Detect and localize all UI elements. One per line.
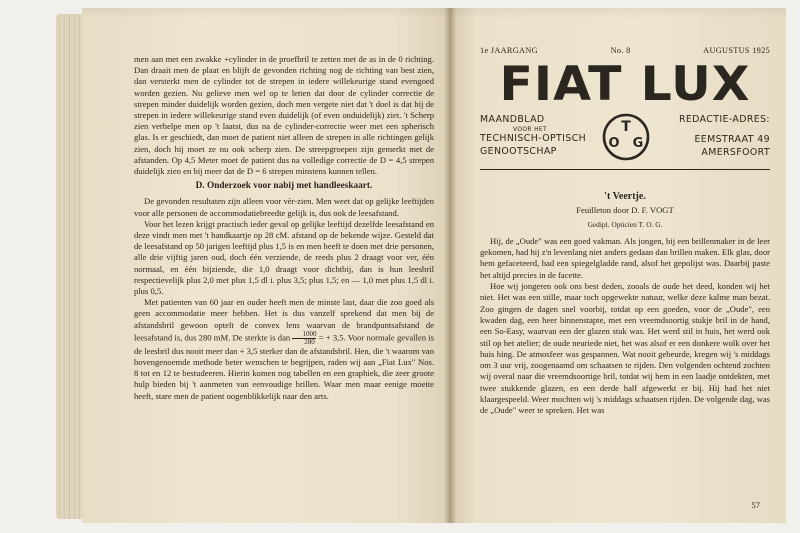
left-paragraph-2: De gevonden resultaten zijn alleen voor vèr-zien. Men weet dat op gelijke leeftijden voor alle personen de accommodatiebreedte gelijk is, dus ook de leesafstand.	[134, 196, 434, 218]
book-gutter	[444, 8, 456, 523]
address-line-3: AMERSFOORT	[701, 147, 770, 158]
left-page	[82, 8, 450, 523]
fraction-numerator: 1000	[292, 331, 316, 339]
logo-letter-o: O	[608, 136, 620, 151]
section-heading: D. Onderzoek voor nabij met handleeskaart.	[195, 181, 373, 192]
right-page	[450, 8, 786, 523]
left-page-text	[134, 54, 434, 402]
page-number: 57	[751, 500, 760, 510]
address-block	[652, 113, 770, 159]
article-paragraph-1: Hij, de „Oude" was een goed vakman. Als jongen, bij een brillenmaker in de leer gekomen, had hij z'n levenlang niet anders gedaan dan brillen maken. Elk glas, door hem gefaceteerd, had een spiegelgladde rand, alsof het gepolijst was. Daarbij paste het altijd precies in de facette.	[480, 235, 770, 280]
article-title: 't Veertje.	[604, 191, 646, 202]
left-paragraph-4	[134, 297, 434, 402]
issue-info	[480, 46, 770, 55]
magazine-title: FIAT LUX	[499, 57, 751, 112]
article-paragraph-2: Hoe wij jongeren ook ons best deden, zooals de oude het deed, konden wij het niet. Het was een stille, maar toch opgewekte natuur, welke deze kalme man bezat. Zoo gingen de dagen snel voorbij, totdat op een goeden, voor de „Oude", een kwaden dag, een heer binnenstapte, met een vreemdsoortig stukje bril in de hand, een So-Easy, waarvan een der glazen stuk was. Het werd stil in huis, het werd ook stil op het atelier; de oude neuriede niet, het was alsof er een donkere wolk over het huis hing. De atmosfeer was gespannen. Wat nooit gebeurde, kregen wij 's middags om 3 uur vrij, zoogenaamd om schaatsen te rijden. Den volgenden ochtend zochten wij overal naar die vreemdsoortige bril, totdat wij hem in een laadje ontdekten, met twee stukkende glazen, en een derde half afgewerkt er bij. Hij had het niet klaargespeeld. Weer mochten wij 's middags schaatsen rijden. De volgende dag, was de „Oude" weer te spreken. Het was	[480, 281, 770, 416]
left-paragraph-3: Voor het lezen krijgt practisch ieder geval op gelijke leeftijd dezelfde leesafstand en deze vindt men met 't handkaartje op 28 cM. afstand op de bekende wijze. Gesteld dat de leesafstand op 50 jarigen leeftijd plus 1,5 is en men heeft te doen met drie personen, alle drie vijftig jaren oud, doch één verziende, de reeds plus 2 draagt voor ver, één normaal, en één bijziende, die 1,0 draagt voor dichtbij, dan is hun leesbril respectievelijk plus 2,0 met plus 1,5 dl i. plus 3,5; plus 1,5; en — 1,0 met plus 1,5 dl i. plus 0,5.	[134, 218, 434, 297]
left-paragraph-4a: Met patienten van 60 jaar en ouder heeft men de minste last, daar die zoo goed als geen accommodatie meer hebben. Het is dus vanzelf sprekend dat men bij de afstandsbril gewoon optelt de convex lens waarvan de brandpuntsafstand de leesafstand is, dus 280 mM. De sterkte is dan	[134, 297, 434, 343]
tog-logo	[600, 111, 652, 163]
open-book	[56, 8, 768, 523]
issue-date: AUGUSTUS 1925	[703, 46, 770, 55]
left-paragraph-1: men aan met een zwakke +cylinder in de proefbril te zetten met de as in de 0 richting. Dan draait men de plaat en blijft de gevonden richting nog de richting van best zien, dan versterkt men de cylinder tot de strepen in iedere willekeurige stand evengoed worden gezien. Nu gelieve men wel op te letten dat door de cylinder correctie de strepen minder duidelijk worden gezien, doch men vergete niet dat 't doel is dat hij de strepen in iedere willekeurige stand even duidelijk (of even onduidelijk) ziet. 't Scherp zien verhelpe men op 't laatst, dus na de cylinder-correctie weer met een spherisch glas. Is er geschiedt, dan moet de patient niet alleen de strepen in alle richtingen gelijk zien, doch hij moet ze nu ook scherp zien. De streepgroepen zijn gemerkt met de afstanden. Op 4,5 Meter moet de patient dus na volledige correctie de D = 4,5 strepen duidelijk zien en bij meer dat de D = 6 strepen minstens kunnen tellen.	[134, 54, 434, 177]
publisher-small: VOOR HET	[513, 126, 547, 133]
issue-number: No. 8	[610, 46, 631, 55]
fraction-denominator: 280	[304, 337, 315, 346]
article-byline: Feuilleton door D. F. VOGT	[576, 205, 674, 216]
masthead-subtitle	[480, 113, 770, 167]
address-line-1: REDACTIE-ADRES:	[678, 114, 770, 125]
publisher-block	[480, 113, 592, 158]
fraction	[292, 331, 316, 346]
article-byline-credential: Gedipl. Opticien T. O. G.	[587, 219, 663, 229]
publisher-line-1: MAANDBLAD	[480, 114, 545, 125]
publisher-line-2: TECHNISCH-OPTISCH	[480, 133, 587, 144]
logo-letter-t: T	[621, 119, 631, 135]
masthead-rule	[480, 169, 770, 170]
address-line-2: EEMSTRAAT 49	[694, 134, 770, 145]
logo-letter-g: G	[632, 136, 644, 151]
article	[480, 191, 770, 417]
masthead	[480, 46, 770, 170]
publisher-line-3: GENOOTSCHAP	[480, 146, 557, 157]
left-paragraph-4b: = + 3,5. Voor normale gevallen is de leesbril dus nooit meer dan + 3,5 sterker dan de afstandsbril. Hen, die 't waarom van bovengenoemde methode beter wenschen te begrijpen, raden wij aan „Fiat Lux" Nos. 8 tot en 12 te bestudeeren. Hierin komen nog tabellen en een graphiek, die zeer groote hulp bieden bij 't aanmeten van eenvoudige brillen. Waar men maar eenige moeite heeft, stare men de patient oogenblikkelijk naar den arts.	[134, 332, 435, 401]
volume: 1e JAARGANG	[480, 46, 538, 55]
